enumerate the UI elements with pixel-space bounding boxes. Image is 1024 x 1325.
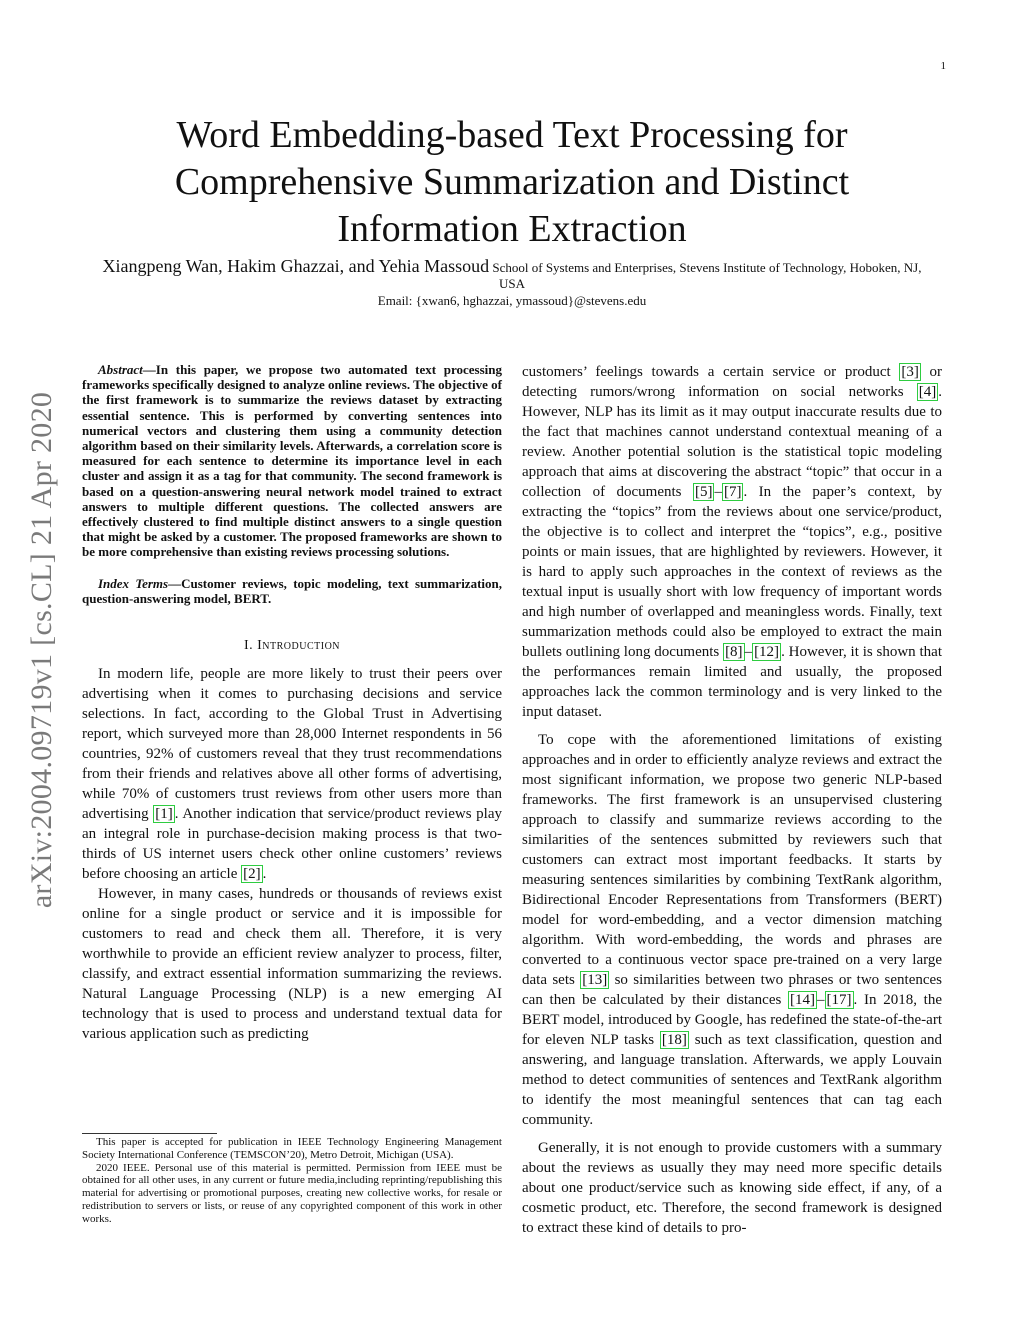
text-run: . In 2018, the BERT model, introduced by Google, has redefined the state-of-the-art for eleven NLP tasks: [522, 992, 942, 1048]
author-names: Xiangpeng Wan, Hakim Ghazzai, and Yehia Massoud: [102, 256, 490, 276]
intro-paragraph-2: However, in many cases, hundreds or thousands of reviews exist online for a single product or service and it is impossible for customers to read and check them all. Therefore, it is very worthwhile to provide an efficient review analyzer to process, filter, classify, and extract essential information summarizing the reviews. Natural Language Processing (NLP) is a new emerging AI technology that is used to process and understand textual data for various application such as predicting: [82, 886, 502, 1043]
right-column: [522, 362, 942, 1238]
intro-paragraph-3: [522, 730, 942, 1130]
arxiv-stamp: [12, 355, 72, 945]
text-run: In modern life, people are more likely to trust their peers over advertising when it comes to purchasing decisions and service selections. In fact, according to the Global Trust in Advertising report, which surveyed more than 28,000 Internet respondents in 56 countries, 92% of customers reveal that they trust recommendations from their friends and relatives above all other forms of advertising, while 70% of customers trust reviews from other users more than advertising: [82, 666, 502, 823]
citation-link[interactable]: [1]: [155, 806, 173, 823]
citation-link[interactable]: [4]: [918, 384, 937, 400]
citation-link[interactable]: [17]: [826, 992, 852, 1008]
citation-link[interactable]: [8]: [725, 644, 743, 660]
text-run: . Another indication that service/product reviews play an integral role in purchase-decision making process is that two-thirds of US internet users check other online customers’ reviews before choosing an article: [82, 806, 502, 883]
citation-link[interactable]: [7]: [723, 484, 742, 500]
footnotes: [82, 1136, 502, 1226]
text-run: such as text classification, question and answering, and language translation. Afterwards, we apply Louvain method to detect communities of sentences and TextRank algorithm to identify the most meaningful sentences that can tag each community.: [522, 1032, 942, 1128]
index-terms: [82, 576, 502, 606]
intro-paragraph-1: [82, 664, 502, 884]
affiliation: School of Systems and Enterprises, Stevens Institute of Technology, Hoboken, NJ, USA: [492, 260, 922, 291]
citation-link[interactable]: [5]: [694, 484, 713, 500]
abstract-label: Abstract: [98, 362, 143, 377]
author-email: Email: {xwan6, hghazzai, ymassoud}@stevens.edu: [377, 293, 647, 308]
footnote-publication: This paper is accepted for publication in IEEE Technology Engineering Management Society International Conference (TEMSCON’20), Metro Detroit, Michigan (USA).: [82, 1136, 502, 1161]
citation-link[interactable]: [12]: [754, 644, 780, 660]
abstract: [82, 362, 502, 560]
citation-link[interactable]: [2]: [243, 866, 261, 883]
citation-link[interactable]: [14]: [790, 992, 816, 1008]
intro-paragraph-4: Generally, it is not enough to provide customers with a summary about the reviews as usually they may need more specific details about one product/service such as knowing side effect, if any, of a cosmetic product, etc. Therefore, the second framework is designed to extract these kind of details to pro-: [522, 1140, 942, 1236]
citation-link[interactable]: [18]: [661, 1032, 687, 1048]
text-run: . However, NLP has its limit as it may output inaccurate results due to the fact that machines cannot understand contextual meaning of a review. Another potential solution is the statistical topic modeling approach that aims at discovering the abstract “topic” that occur in a collection of documents: [522, 384, 942, 500]
page-number: 1: [940, 60, 946, 72]
text-run: . In the paper’s context, by extracting the “topics” from the reviews about one service/product, the objective is to collect and interpret the “topics”, e.g., positive points or main issues, that are highlighted by reviewers. However, it is hard to apply such approaches in the context of reviews as the textual input is usually short with low frequency of important words and high number of overlapped and meaningless words. Finally, text summarization methods could also be employed to extract the main bullets outlining long documents: [522, 484, 942, 660]
index-terms-text: —Customer reviews, topic modeling, text summarization, question-answering model, BERT.: [82, 575, 503, 606]
citation-link[interactable]: [3]: [901, 364, 919, 380]
text-run: or detecting rumors/wrong information on social networks: [522, 364, 942, 400]
left-column: [82, 362, 502, 1044]
arxiv-stamp-text: arXiv:2004.09719v1 [cs.CL] 21 Apr 2020: [25, 391, 59, 909]
paper-title: Word Embedding-based Text Processing for Comprehensive Summarization and Distinct Information Extraction: [174, 114, 850, 250]
text-run: . However, it is shown that the performances remain limited and usually, the proposed approaches lack the common terminology and is very linked to the input dataset.: [522, 644, 942, 720]
text-run: –: [817, 992, 825, 1008]
text-run: so similarities between two phrases or two sentences can then be calculated by their distances: [522, 972, 942, 1008]
text-run: –: [714, 484, 722, 500]
footnote-copyright: 2020 IEEE. Personal use of this material is permitted. Permission from IEEE must be obtained for all other uses, in any current or future media,including reprinting/republishing this material for advertising or promotional purposes, creating new collective works, for resale or redistribution to servers or lists, or reuse of any copyrighted component of this work in other works.: [82, 1161, 502, 1225]
citation-link[interactable]: [13]: [582, 972, 608, 988]
text-run: .: [262, 866, 267, 883]
abstract-text: —In this paper, we propose two automated text processing frameworks specifically designed to analyze online reviews. The objective of the first framework is to summarize the reviews dataset by extracting essential sentence. This is performed by converting sentences into numerical vectors and clustering them using a community detection algorithm based on their similarity levels. Afterwards, a correlation score is measured for each sentence to determine its importance level in each cluster and assign it as a tag for that community. The second framework is based on a question-answering neural network model trained to extract answers to multiple different questions. The collected answers are effectively clustered to find multiple distinct answers to a single question that might be asked by a customer. The proposed frameworks are shown to be more comprehensive than existing reviews processing solutions.: [82, 362, 502, 560]
intro-paragraph-2-continued: [522, 362, 942, 722]
section-heading-introduction: I. Introduction: [243, 638, 341, 654]
text-run: customers’ feelings towards a certain service or product: [522, 364, 900, 380]
author-block: [100, 258, 924, 292]
index-terms-label: Index Terms: [98, 575, 169, 591]
text-run: To cope with the aforementioned limitations of existing approaches and in order to efficiently analyze reviews and extract the most significant information, we propose two generic NLP-based frameworks. The first framework is an unsupervised clustering approach to classify and summarize reviews according to the similarities of the sentences submitted by reviewers such that customers can extract most important feedbacks. It starts by measuring sentences similarities by combining TextRank algorithm, Bidirectional Encoder Representations from Transformers (BERT) model for word-embedding, and a vector dimension matching algorithm. With word-embedding, the words and phrases are converted to a continuous vector space pre-trained on a very large data sets: [522, 732, 942, 988]
footnote-divider: [82, 1133, 217, 1134]
text-run: –: [744, 644, 753, 660]
